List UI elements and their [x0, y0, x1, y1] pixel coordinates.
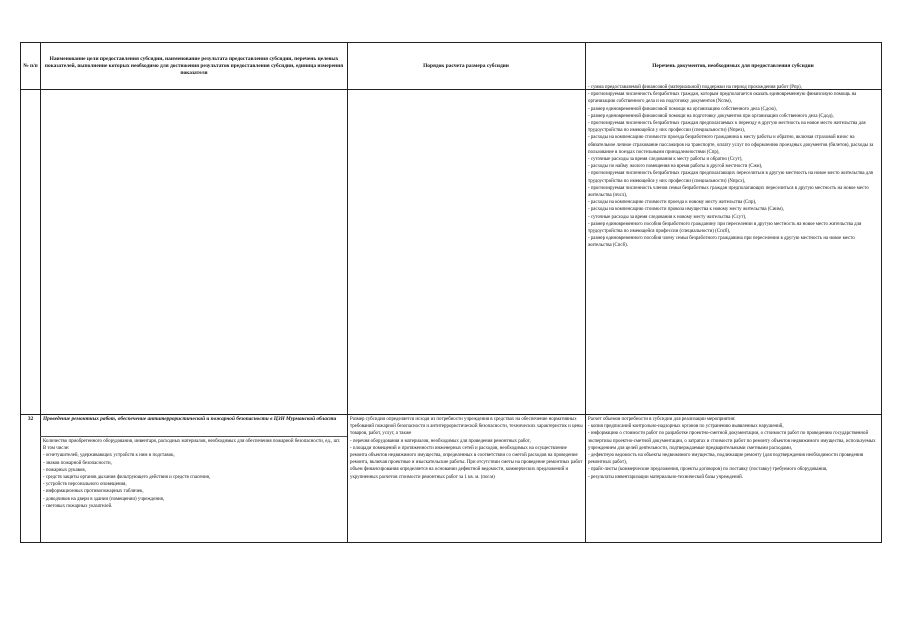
- table-border-right: [881, 42, 882, 543]
- table-border-left: [20, 42, 21, 543]
- row-divider: [20, 414, 882, 415]
- header-goal: Наименование цели предоставления субсидии, наименование результата предоставления субсидии, перечень целевых показателей, выполнение которых необходимо для достижения результатов предоставления субсидии, единица измерения показателя: [44, 55, 344, 76]
- header-calc: Порядок расчета размера субсидии: [423, 62, 509, 69]
- row32-title-divider: [40, 436, 347, 437]
- header-num: № п/п: [23, 62, 38, 69]
- row32-number: 32: [27, 416, 34, 422]
- table-border-bottom: [20, 542, 882, 543]
- row32-calculation: Размер субсидии определяется исходя из потребности учреждения в средствах на обеспечение нормативных требований пожарной безопасности и антитеррористической безопасности, технических характеристик и цены товаров, работ, услуг, а также - перечня оборудования и материалов, необходимых для проведения ремонтных работ, - площади помещений и протяженности инженерных сетей и расходов, необходимых на осуществление ремонта объектов недвижимого имущества, определенных в соответствии со сметой расходов на проведение ремонта, включая проектные и изыскательские работы. При отсутствии сметы на проведение ремонтных работ объем финансирования определяется на основании дефектной ведомости, коммерческих предложений и укрупненных расчетов стоимости ремонтных работ за 1 кв. м. (пог.м): [350, 417, 583, 480]
- column-divider: [40, 42, 41, 543]
- subsidy-table: [20, 42, 882, 543]
- row32-documents: Расчет объемов потребности в субсидии для реализации мероприятия: - копия предписаний контрольно-надзорных органов по устранению выявленных нарушений, - информацию о стоимости работ по разработке проектно-сметной документации, о стоимости работ по проведению государственной экспертизы проектно-сметной документации, о затратах и стоимости работ по ремонту объектов недвижимого имущества, используемых учреждением для целей деятельности, подтверждаемые предварительными сметными расходами, - дефектную ведомость на объекты недвижимого имущества, подлежащие ремонту (для подтверждения необходимости проведения ремонтных работ), - прайс-листы (коммерческие предложения, проекты договоров) по поставку (поставку) требуемого оборудования, - результаты инвентаризации материально-технической базы учреждений.: [588, 417, 876, 480]
- prev-row-documents: - сумма предоставляемой финансовой (материальной) поддержки на период прохождения работ (Рпр), - прогнозируемая численность безработных граждан, которым предполагается оказать единовременную финансовую помощь на организацию собственного дела и на подготовку документов (Ncпм), - размер единовременной финансовой помощи на организацию собственного дела (Сдсю), - размер единовременной финансовой помощи на подготовку документов при организации собственного дела (Сдод), - прогнозируемая численность безработных граждан предполагаемых к переезду в другую местность на новое место жительства для трудоустройства по имеющейся у них профессии (специальности) (Nпрез), - расходы на компенсацию стоимости проезда безработного гражданина к месту работы и обратно, включая страховой взнос на обязательное личное страхование пассажиров на транспорте, оплату услуг по оформлению проездных документов (билетов), расходы за пользование в поездах постельными принадлежностями (Cпр), - суточные расходы за время следования к месту работы и обратно (Сcут), - расходы по найму жилого помещения на время работы в другой местности (Сжн), - прогнозируемая численность безработных граждан предполагающих переселиться в другую местность на новое место жительства для трудоустройства по имеющейся у них профессии (специальности) (Nпрсх), - прогнозируемая численность членов семьи безработных граждан предполагающих переселиться в другую местность на новое место жительства (пчсл), - расходы на компенсацию стоимости проезда к новому месту жительства (Спр), - расходы на компенсацию стоимости провоза имущества к новому месту жительства (Сиим), - суточные расходы за время следования к новому месту жительства (Ссут), - размер единовременного пособия безработного гражданину при переселении в другую местность на новое место жительства для трудоустройства по имеющейся профессии (специальности) (Спсб), - размер единовременного пособия члену семьи безработного гражданина при переселении в другую местность на новое место жительства (Спсб).: [588, 85, 874, 249]
- column-divider: [585, 42, 586, 543]
- header-docs: Перечень документов, необходимых для предоставления субсидии: [652, 62, 814, 69]
- row32-title: Проведение ремонтных работ, обеспечение антитеррористической и пожарной безопасности в ЦЗН Мурманской области: [43, 416, 337, 422]
- column-divider: [347, 42, 348, 543]
- row32-indicators: Количество приобретенного оборудования, инвентаря, расходных материалов, необходимых для обеспечения пожарной безопасности, ед., шт. В том числе: - огнетушителей, удерживающих устройств к ним и подставок, - знаков пожарной безопасности, - пожарных рукавов, - средств защиты органов дыхания фильтрующего действия и средств спасения, - устройств персонального оповещения, - информационных противопожарных табличек, - доводчиков на двери в здании (помещении) учреждения, - световых пожарных указателей.: [43, 439, 341, 509]
